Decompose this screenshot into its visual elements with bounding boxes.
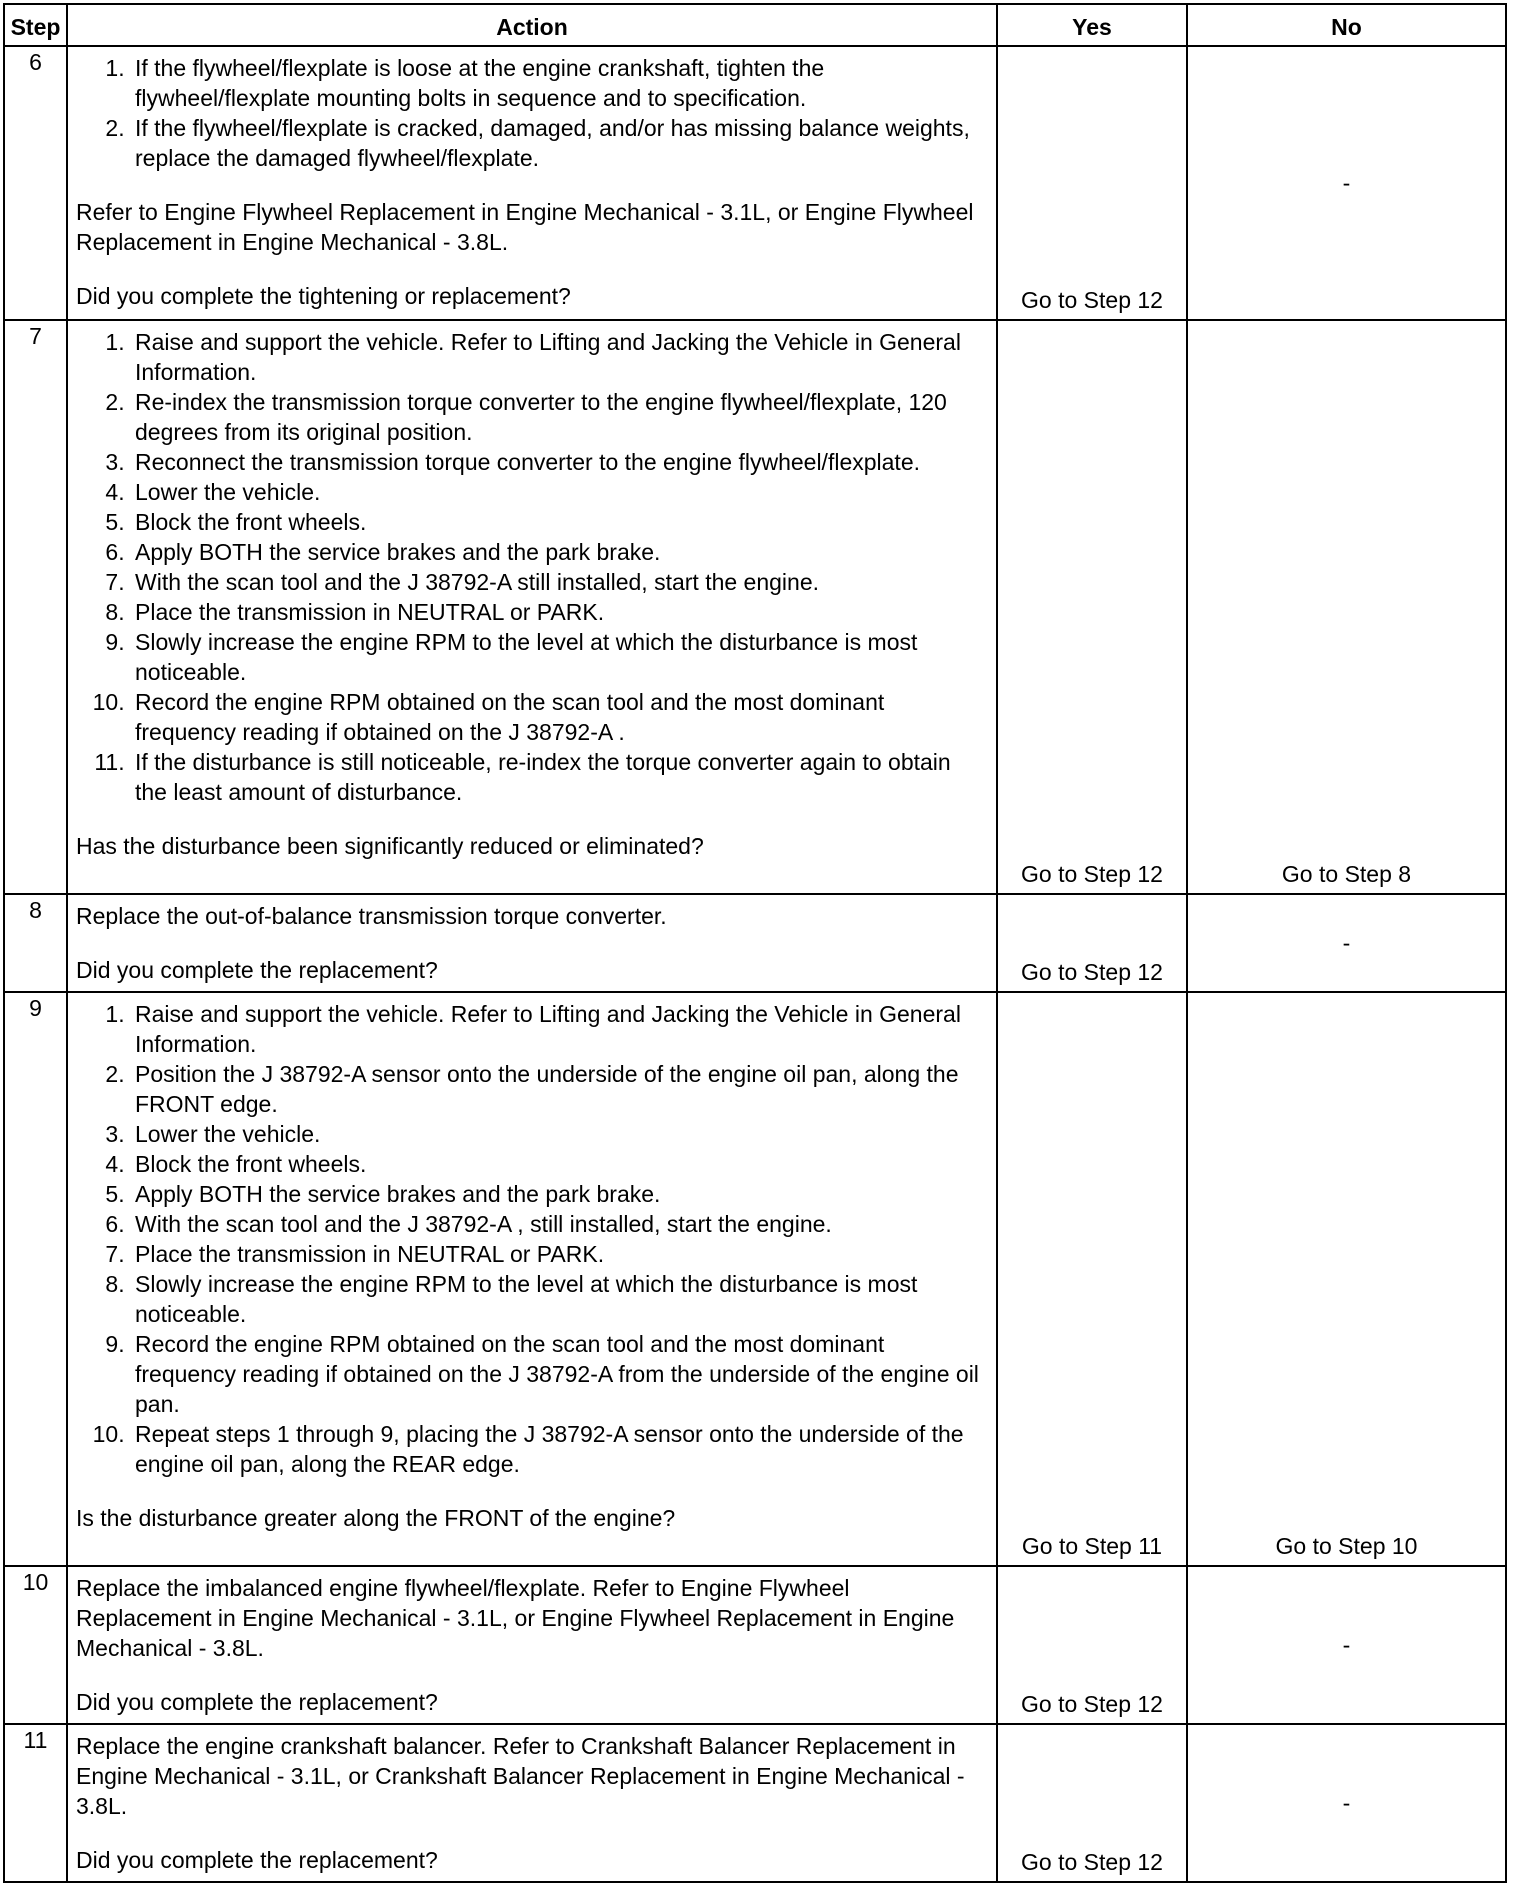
list-item: 10. Record the engine RPM obtained on the scan tool and the most dominant frequency reading if obtained on the J 38792-A . [131,687,988,747]
yes-result: Go to Step 12 [1021,959,1163,985]
list-item: 3. Lower the vehicle. [131,1119,988,1149]
header-step: Step [4,4,67,46]
list-item: 9. Record the engine RPM obtained on the scan tool and the most dominant frequency reading if obtained on the J 38792-A from the underside of the engine oil pan. [131,1329,988,1419]
no-cell [1187,894,1506,992]
header-action: Action [67,4,997,46]
action-cell [67,46,997,320]
no-cell [1187,1566,1506,1724]
list-item: 8. Place the transmission in NEUTRAL or PARK. [131,597,988,627]
list-item: 7. Place the transmission in NEUTRAL or PARK. [131,1239,988,1269]
yes-result: Go to Step 11 [1021,1533,1163,1559]
header-yes: Yes [997,4,1187,46]
question-text: Did you complete the tightening or replacement? [76,283,571,309]
no-cell [1187,320,1506,894]
table-row [4,992,1506,1566]
list-item: 6. With the scan tool and the J 38792-A , still installed, start the engine. [131,1209,988,1239]
no-result: Go to Step 8 [1281,861,1412,887]
list-item: 4. Lower the vehicle. [131,477,988,507]
list-item: 1. Raise and support the vehicle. Refer to Lifting and Jacking the Vehicle in General Information. [131,999,988,1059]
table-row [4,320,1506,894]
no-result: Go to Step 10 [1275,1533,1418,1559]
yes-cell [997,320,1187,894]
list-item: 6. Apply BOTH the service brakes and the park brake. [131,537,988,567]
action-text: Replace the imbalanced engine flywheel/flexplate. Refer to Engine Flywheel Replacement in Engine Mechanical - 3.1L, or Engine Flywheel Replacement in Engine Mechanical - 3.8L. [76,1575,955,1661]
yes-cell [997,1566,1187,1724]
no-cell [1187,992,1506,1566]
yes-cell [997,992,1187,1566]
table-row [4,46,1506,320]
table-row [4,1724,1506,1882]
no-result: - [1342,1790,1351,1816]
list-item: 11. If the disturbance is still noticeable, re-index the torque converter again to obtain the least amount of disturbance. [131,747,988,807]
no-cell [1187,1724,1506,1882]
action-cell [67,992,997,1566]
step-number: 6 [4,46,67,320]
question-text: Did you complete the replacement? [76,1689,438,1715]
action-steps-list [76,53,988,173]
list-item: 5. Apply BOTH the service brakes and the park brake. [131,1179,988,1209]
yes-cell [997,46,1187,320]
diagnostic-table [3,3,1507,1883]
no-result: - [1342,930,1351,956]
step-number: 8 [4,894,67,992]
action-text: Replace the engine crankshaft balancer. Refer to Crankshaft Balancer Replacement in Engine Mechanical - 3.1L, or Crankshaft Balancer Replacement in Engine Mechanical - 3.8L. [76,1733,965,1819]
step-number: 10 [4,1566,67,1724]
action-text: Replace the out-of-balance transmission torque converter. [76,903,667,929]
list-item: 7. With the scan tool and the J 38792-A still installed, start the engine. [131,567,988,597]
header-no: No [1187,4,1506,46]
reference-note: Refer to Engine Flywheel Replacement in Engine Mechanical - 3.1L, or Engine Flywheel Replacement in Engine Mechanical - 3.8L. [76,199,974,255]
no-result: - [1342,170,1351,196]
question-text: Did you complete the replacement? [76,957,438,983]
step-number: 9 [4,992,67,1566]
step-number: 11 [4,1724,67,1882]
yes-result: Go to Step 12 [1021,287,1163,313]
list-item: 4. Block the front wheels. [131,1149,988,1179]
action-cell [67,1724,997,1882]
list-item: 2. Re-index the transmission torque converter to the engine flywheel/flexplate, 120 degrees from its original position. [131,387,988,447]
list-item: 8. Slowly increase the engine RPM to the level at which the disturbance is most noticeable. [131,1269,988,1329]
step-number: 7 [4,320,67,894]
yes-cell [997,894,1187,992]
question-text: Did you complete the replacement? [76,1847,438,1873]
header-row [4,4,1506,46]
yes-result: Go to Step 12 [1021,1849,1163,1875]
table-row [4,894,1506,992]
table-row [4,1566,1506,1724]
question-text: Is the disturbance greater along the FRONT of the engine? [76,1505,676,1531]
yes-result: Go to Step 12 [1021,1691,1163,1717]
list-item: 5. Block the front wheels. [131,507,988,537]
action-steps-list [76,999,988,1479]
action-steps-list [76,327,988,807]
list-item: 1. If the flywheel/flexplate is loose at the engine crankshaft, tighten the flywheel/flexplate mounting bolts in sequence and to specification. [131,53,988,113]
list-item: 2. Position the J 38792-A sensor onto the underside of the engine oil pan, along the FRONT edge. [131,1059,988,1119]
no-result: - [1342,1632,1351,1658]
action-cell [67,1566,997,1724]
list-item: 1. Raise and support the vehicle. Refer to Lifting and Jacking the Vehicle in General Information. [131,327,988,387]
yes-cell [997,1724,1187,1882]
list-item: 3. Reconnect the transmission torque converter to the engine flywheel/flexplate. [131,447,988,477]
list-item: 9. Slowly increase the engine RPM to the level at which the disturbance is most noticeable. [131,627,988,687]
list-item: 10. Repeat steps 1 through 9, placing the J 38792-A sensor onto the underside of the engine oil pan, along the REAR edge. [131,1419,988,1479]
question-text: Has the disturbance been significantly reduced or eliminated? [76,833,704,859]
action-cell [67,320,997,894]
yes-result: Go to Step 12 [1021,861,1163,887]
list-item: 2. If the flywheel/flexplate is cracked, damaged, and/or has missing balance weights, replace the damaged flywheel/flexplate. [131,113,988,173]
no-cell [1187,46,1506,320]
action-cell [67,894,997,992]
